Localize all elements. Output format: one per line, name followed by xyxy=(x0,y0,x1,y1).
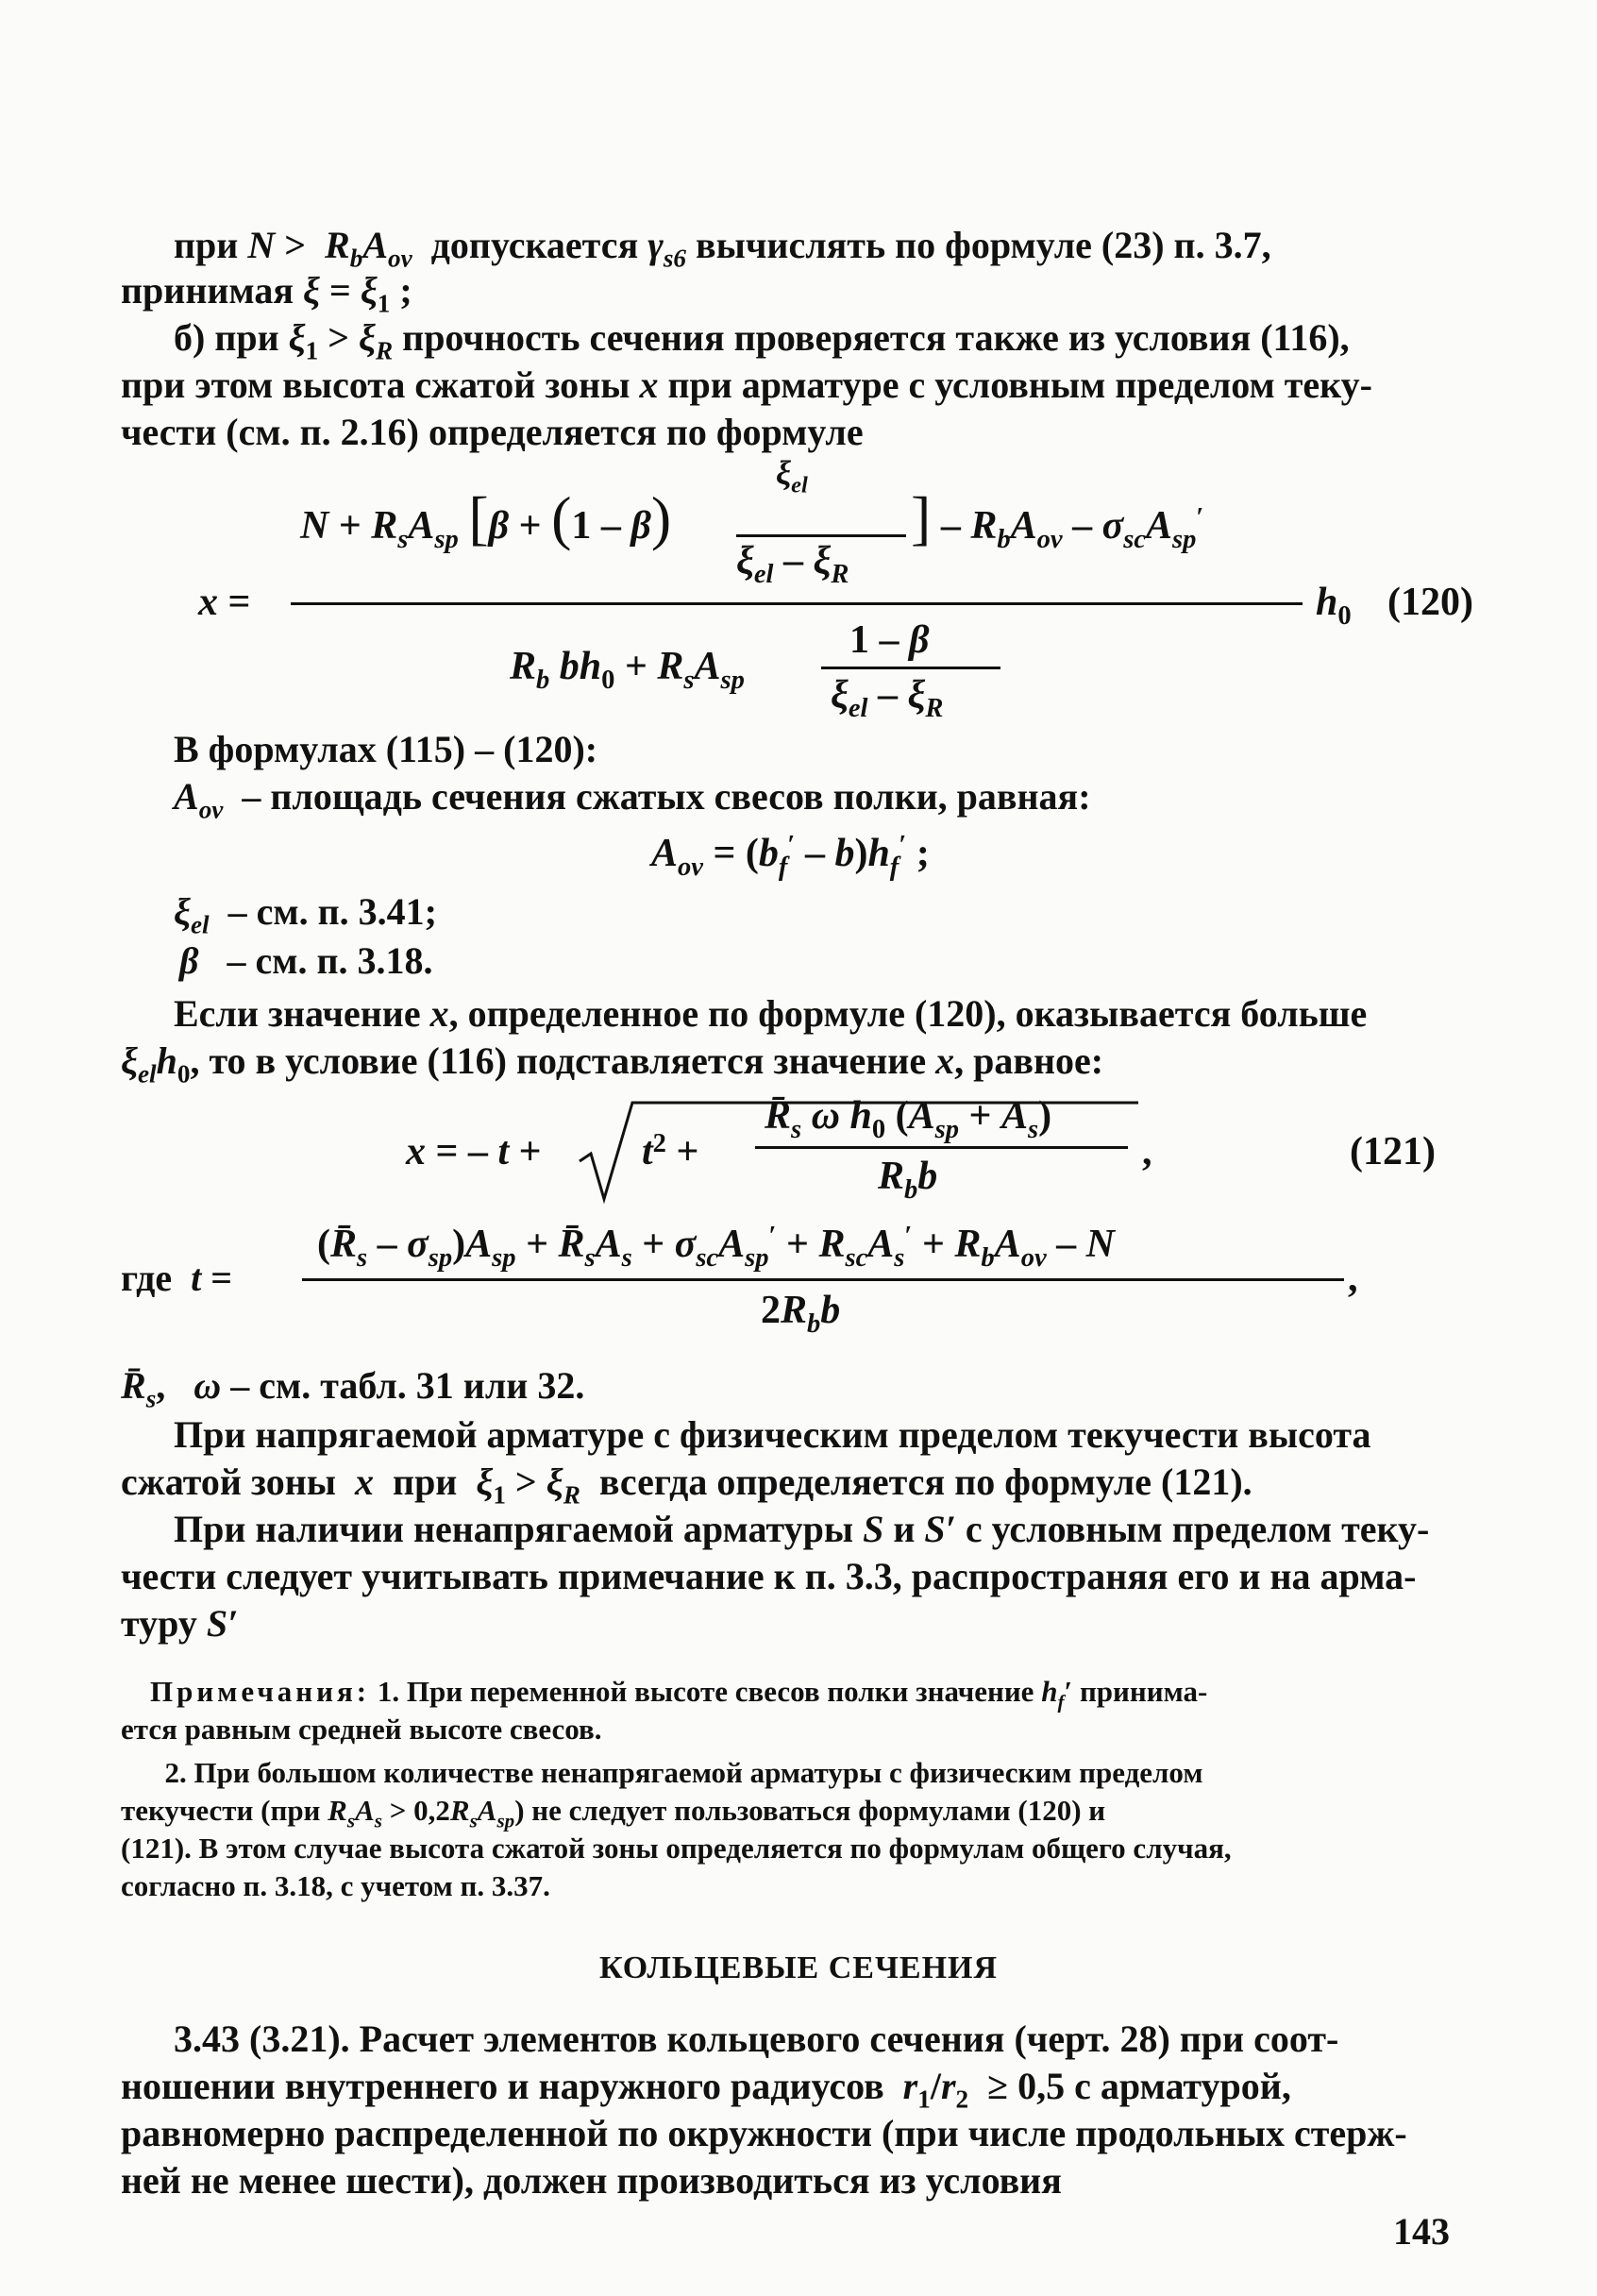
para-prestressed-line-2: сжатой зоны x при $\xi_1 > \xi_R$ всегда определяется по формуле (121). xyxy=(121,1460,1252,1510)
para-nonprestressed-line-3: туру S′ xyxy=(121,1602,239,1645)
text-line-5: чести (см. п. 2.16) определяется по формуле xyxy=(121,411,864,453)
page-number: 143 xyxy=(1393,2210,1450,2253)
def-aov: $A_{ov}$ – площадь сечения сжатых свесов полки, равная: xyxy=(174,775,1091,824)
para-prestressed-line-1: При напрягаемой арматуре с физическим пределом текучести высота xyxy=(174,1413,1371,1456)
para-nonprestressed-line-2: чести следует учитывать примечание к п. 3.3, распространяя его и на арма- xyxy=(121,1555,1417,1597)
def-beta: β – см. п. 3.18. xyxy=(179,939,433,982)
note-1-cont: ется равным средней высоте свесов. xyxy=(121,1713,602,1746)
para-343-line-2: ношении внутреннего и наружного радиусов $r_1/r_2 \ge 0,5$ с арматурой, xyxy=(121,2065,1291,2114)
para-343-line-3: равномерно распределенной по окружности (при числе продольных стерж- xyxy=(121,2112,1407,2154)
para-if-line-2: $\xi_{el}h_0$, то в условие (116) подставляется значение x, равное: xyxy=(121,1039,1104,1089)
note-1: Примечания: 1. При переменной высоте свесов полки значение $h_f'$ принима- xyxy=(150,1675,1208,1714)
document-page: при $N > R_bA_{ov}$ допускается $\gamma_{s6}$ вычислять по формуле (23) п. 3.7, принимая $\xi = \xi_1$ ; б) при $\xi_1 > \xi_R$ прочность сечения проверяется также из условия (116), при этом высота сжатой зоны x при арматуре с условным пределом теку- чести (см. п. 2.16) определяется по формуле $\xi_{el}$ $N + R_sA_{sp}$ [β + (1 – β) ] – $R_bA_{ov} - \sigma_{sc}A_{sp}'$ $\xi_{el} - \xi_R$ x = $h_0$ (120) 1 – β $R_b$ $bh_0 + R_sA_{sp}$ $\xi_{el} - \xi_R$ В формулах (115) – (120): $A_{ov}$ – площадь сечения сжатых свесов полки, равная: $A_{ov} = (b_f' - b)h_f'$ ; $\xi_{el}$ – см. п. 3.41; β – см. п. 3.18. Если значение x, определенное по формуле (120), оказывается больше $\xi_{el}h_0$, то в условие (116) подставляется значение x, равное: x = – t + $t^2$ + $R̄_s$ ω $h_0$ $(A_{sp} + A_s)$ $R_bb$ , (121) $(R̄_s - \sigma_{sp})A_{sp}$ + $R̄_sA_s + \sigma_{sc}A_{sp}' + R_{sc}A_s' + R_bA_{ov} - N$ где t = , $2R_bb$ $R̄_s$, ω – см. табл. 31 или 32. При напрягаемой арматуре с физическим пределом текучести высота сжатой зоны x при $\xi_1 > \xi_R$ всегда определяется по формуле (121). При наличии ненапрягаемой арматуры S и S′ с условным пределом теку- чести следует учитывать примечание к п. 3.3, распространяя его и на арма- туру S′ Примечания: 1. При переменной высоте свесов полки значение $h_f'$ принима- ется равным средней высоте свесов. 2. При большом количестве ненапрягаемой арматуры с физическим пределом текучести (при $R_sA_s > 0,2R_sA_{sp}$) не следует пользоваться формулами (120) и (121). В этом случае высота сжатой зоны определяется по формулам общего случая, согласно п. 3.18, с учетом п. 3.37. КОЛЬЦЕВЫЕ СЕЧЕНИЯ 3.43 (3.21). Расчет элементов кольцевого сечения (черт. 28) при соот- ношении внутреннего и наружного радиусов $r_1/r_2 \ge 0,5$ с арматурой, равномерно распределенной по окружности (при числе продольных стерж- ней не менее шести), должен производиться из условия 143 xyxy=(0,0,1597,2296)
def-rs-omega: $R̄_s$, ω – см. табл. 31 или 32. xyxy=(121,1364,585,1413)
definitions-intro: В формулах (115) – (120): xyxy=(174,728,598,770)
para-if-line-1: Если значение x, определенное по формуле (120), оказывается больше xyxy=(174,992,1368,1035)
text-line-4: при этом высота сжатой зоны x при арматуре с условным пределом теку- xyxy=(121,363,1372,406)
para-343-line-1: 3.43 (3.21). Расчет элементов кольцевого сечения (черт. 28) при соот- xyxy=(174,2017,1339,2060)
para-343-line-4: ней не менее шести), должен производиться из условия xyxy=(121,2159,1062,2202)
note-2-line-4: согласно п. 3.18, с учетом п. 3.37. xyxy=(121,1869,550,1902)
note-2-line-2: текучести (при $R_sA_s > 0,2R_sA_{sp}$) не следует пользоваться формулами (120) и xyxy=(121,1794,1106,1832)
note-2-line-3: (121). В этом случае высота сжатой зоны определяется по формулам общего случая, xyxy=(121,1832,1232,1865)
text-line-3: б) при $\xi_1 > \xi_R$ прочность сечения проверяется также из условия (116), xyxy=(174,316,1350,365)
text-line-2: принимая $\xi = \xi_1$ ; xyxy=(121,269,412,318)
formula-aov: $A_{ov} = (b_f' - b)h_f'$ ; xyxy=(651,831,930,882)
note-2-line-1: 2. При большом количестве ненапрягаемой арматуры с физическим пределом xyxy=(164,1756,1203,1789)
para-nonprestressed-line-1: При наличии ненапрягаемой арматуры S и S′ с условным пределом теку- xyxy=(174,1508,1430,1550)
section-heading: КОЛЬЦЕВЫЕ СЕЧЕНИЯ xyxy=(598,1950,999,1985)
def-xi-el: $\xi_{el}$ – см. п. 3.41; xyxy=(174,890,437,939)
text-line-1: при $N > R_bA_{ov}$ допускается $\gamma_{s6}$ вычислять по формуле (23) п. 3.7, xyxy=(174,224,1271,273)
